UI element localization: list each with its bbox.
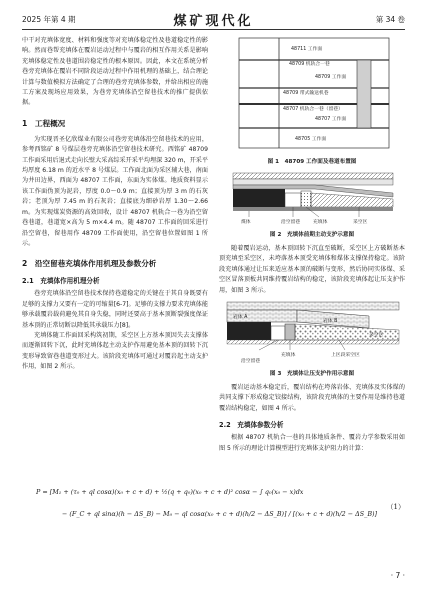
label-filler: 充填体 xyxy=(313,220,328,225)
label-48709-face: 48709 工作面 xyxy=(315,75,347,80)
page-number: · 7 · xyxy=(390,571,405,580)
label-goaf-fig3: 采空区 xyxy=(369,333,384,339)
section-2-1-paragraph-2: 充填体随工作面回采构筑初期，采空区上方基本顶因失去支撑体而逐渐回转下沉，此时充填体起主动支护作用避免基本顶的回转下沉变形导致留巷巷道变形过大。该阶段充填体可通过对覆岩起主动支护作用，如图 2 所示。 xyxy=(22,331,208,371)
equation-1 xyxy=(22,480,405,536)
coal-body xyxy=(233,189,285,207)
section-2-title: 2 沿空留巷充填体作用机理及参数分析 xyxy=(22,259,157,269)
label-48707-roadway: 48707 机轨合一巷（留巷） xyxy=(283,107,343,112)
volume-label: 第 34 卷 xyxy=(375,15,405,24)
figure-1-caption: 图 1 48709 工作面及巷道布置图 xyxy=(267,159,357,165)
yield-support-diagram xyxy=(219,300,405,366)
header-rule xyxy=(22,29,405,30)
label-goaf: 采空区 xyxy=(353,220,368,225)
upper-strata xyxy=(227,302,399,310)
gob-side-roadway xyxy=(285,193,301,207)
section-2-2-title: 2.2 充填体参数分析 xyxy=(219,421,284,430)
label-roadway: 沿空留巷 xyxy=(281,220,301,225)
label-48709-roadway: 48709 机轨合一巷 xyxy=(289,62,330,67)
figure-3-caption: 图 3 充填体让压支护作用示意图 xyxy=(269,371,355,378)
section-1-paragraph: 为实现晋圣亿欣煤业有限公司巷旁充填体沿空留巷技术的应用，参考西铭矿 8 号煤层巷旁充填体沿空留巷技术研究。西铭矿 48709 工作面采用后退式走向长壁大采高综采开采平均埋深 320 m，开采平均厚度 6.18 m 的近水平 8 号煤层。工作面北面为采区辅大巷，南面为井田边界，西面为 48707 工作面，东面为实体煤。地质资料显示该工作面伪顶为泥岩，厚度 0.0～0.9 m；直接顶为厚 3 m 的石灰岩；老顶为厚 7.45 m 的石灰岩；直接底为细砂岩厚 1.30～2.66 m。为实现煤炭资源的高效回收，设计 48707 机轨合一巷为沿空留巷巷道，巷道宽×高为 5 m×4.4 m。随 48707 工作面的回采进行沿空留巷，留巷用作 48709 工作面使用，沿空留巷位置如图 1 所示。 xyxy=(22,135,208,247)
coal-body-fig3 xyxy=(227,322,271,340)
section-2-2-paragraph: 根据 48707 机轨合一巷的具体地质条件、覆岩力学参数采用如图 5 所示的理论计算模型进行充填体支护阻力的计算： xyxy=(219,434,405,452)
label-48707-face: 48707 工作面 xyxy=(315,117,347,122)
label-rock-a: 岩体 A xyxy=(233,315,248,321)
floor-stratum xyxy=(233,207,393,211)
figure-3 xyxy=(219,300,405,377)
filling-body xyxy=(301,191,311,207)
label-roadway-fig3: 沿空留巷 xyxy=(241,359,261,365)
label-48711: 48711 工作面 xyxy=(291,47,323,52)
paragraph-after-fig3: 覆岩运动基本稳定后，覆岩结构在垮落岩体、充填体及实体煤的共同支撑下形成稳定铰接结构，该阶段充填体的主要作用是维持巷道覆岩结构稳定，如图 4 所示。 xyxy=(219,384,405,412)
equation-line-2: − (F_C + ql sinα)(h − ΔS_B) − M₀ − ql cosα(x₀ + c + d)(h/2 − ΔS_B)] / [(x₀ + c + d)(h/2 − ΔS_B)] xyxy=(62,510,378,518)
page-header xyxy=(22,10,405,28)
journal-title: 煤矿现代化 xyxy=(173,14,254,29)
equation-line-1: P = [M₁ + (τ₀ + ql cosα)(x₀ + c + d) + ½(q + q₀)(x₀ + c + d)² cosα − ∫ q₀(x₀ − x)dx xyxy=(36,488,304,496)
filler-fig3 xyxy=(285,324,295,340)
section-2-1-title: 2.1 充填体作用机理分析 xyxy=(22,277,100,286)
label-48705: 48705 工作面 xyxy=(295,137,327,142)
section-2-1-paragraph: 巷旁充填体沿空留巷技术保持巷道稳定的关键在于其自身既要有足够的支撑力又要有一定的可缩量[6-7]。足够的支撑力要求充填体能够承载覆岩载荷避免其自身失稳，同时还要高于基本顶断裂强度保证基本顶的正常切断以降低其承载压力[8]。 xyxy=(22,290,208,329)
roof-stratum-1 xyxy=(233,173,393,179)
intro-paragraph: 中干对充填体宽度、材料和强度等对充填体稳定性及巷道稳定性的影响。然而巷帮充填体在覆岩运动过程中与覆岩的相互作用关系是影响充填体稳定性及巷道围岩稳定性的根本原因。因此，本文在系统分析巷旁充填体在覆岩不同阶段运动过程中作用机理的基础上，结合理论计算与数值模拟方法确定了合理的巷旁充填体参数，并给出相应的施工方案及现场应用效果，为巷旁充填体沿空留巷技术的推广提供依据。 xyxy=(22,37,208,107)
paragraph-after-fig2: 随着覆岩运动，基本顶回转下沉直至破断，采空区上方破断基本顶充填至采空区，未垮落基本顶受充填体和煤体支撑保持稳定。该阶段充填体通过让压来适应基本顶的破断与变形，然后协同实体煤、采空区冒落顶板共同维持覆岩结构的稳定，该阶段充填体起让压支护作用，如图 3 所示。 xyxy=(219,245,405,294)
figure-2 xyxy=(219,171,405,238)
right-column xyxy=(219,36,405,454)
figure-2-caption: 图 2 充填体前期主动支护示意图 xyxy=(269,232,355,238)
equation-number: （1） xyxy=(386,503,405,511)
label-upper-goaf: 上区段采空区 xyxy=(331,353,360,359)
left-column xyxy=(22,36,208,373)
roof-stratum-2 xyxy=(233,179,393,185)
label-coal: 煤体 xyxy=(241,220,251,225)
gob-strip xyxy=(357,60,371,128)
label-48709-belt: 48709 带式输送机巷 xyxy=(283,91,329,96)
floor-fig3 xyxy=(227,340,399,344)
label-filler-fig3: 充填体 xyxy=(281,353,296,359)
section-1-title: 1 工程概况 xyxy=(22,118,66,128)
workface-layout-diagram xyxy=(219,36,405,154)
label-rock-b: 岩体 B xyxy=(323,319,338,325)
figure-1 xyxy=(219,36,405,165)
active-support-diagram xyxy=(219,171,405,227)
roadway-fig3 xyxy=(271,326,285,340)
issue-label: 2025 年第 4 期 xyxy=(22,15,76,24)
